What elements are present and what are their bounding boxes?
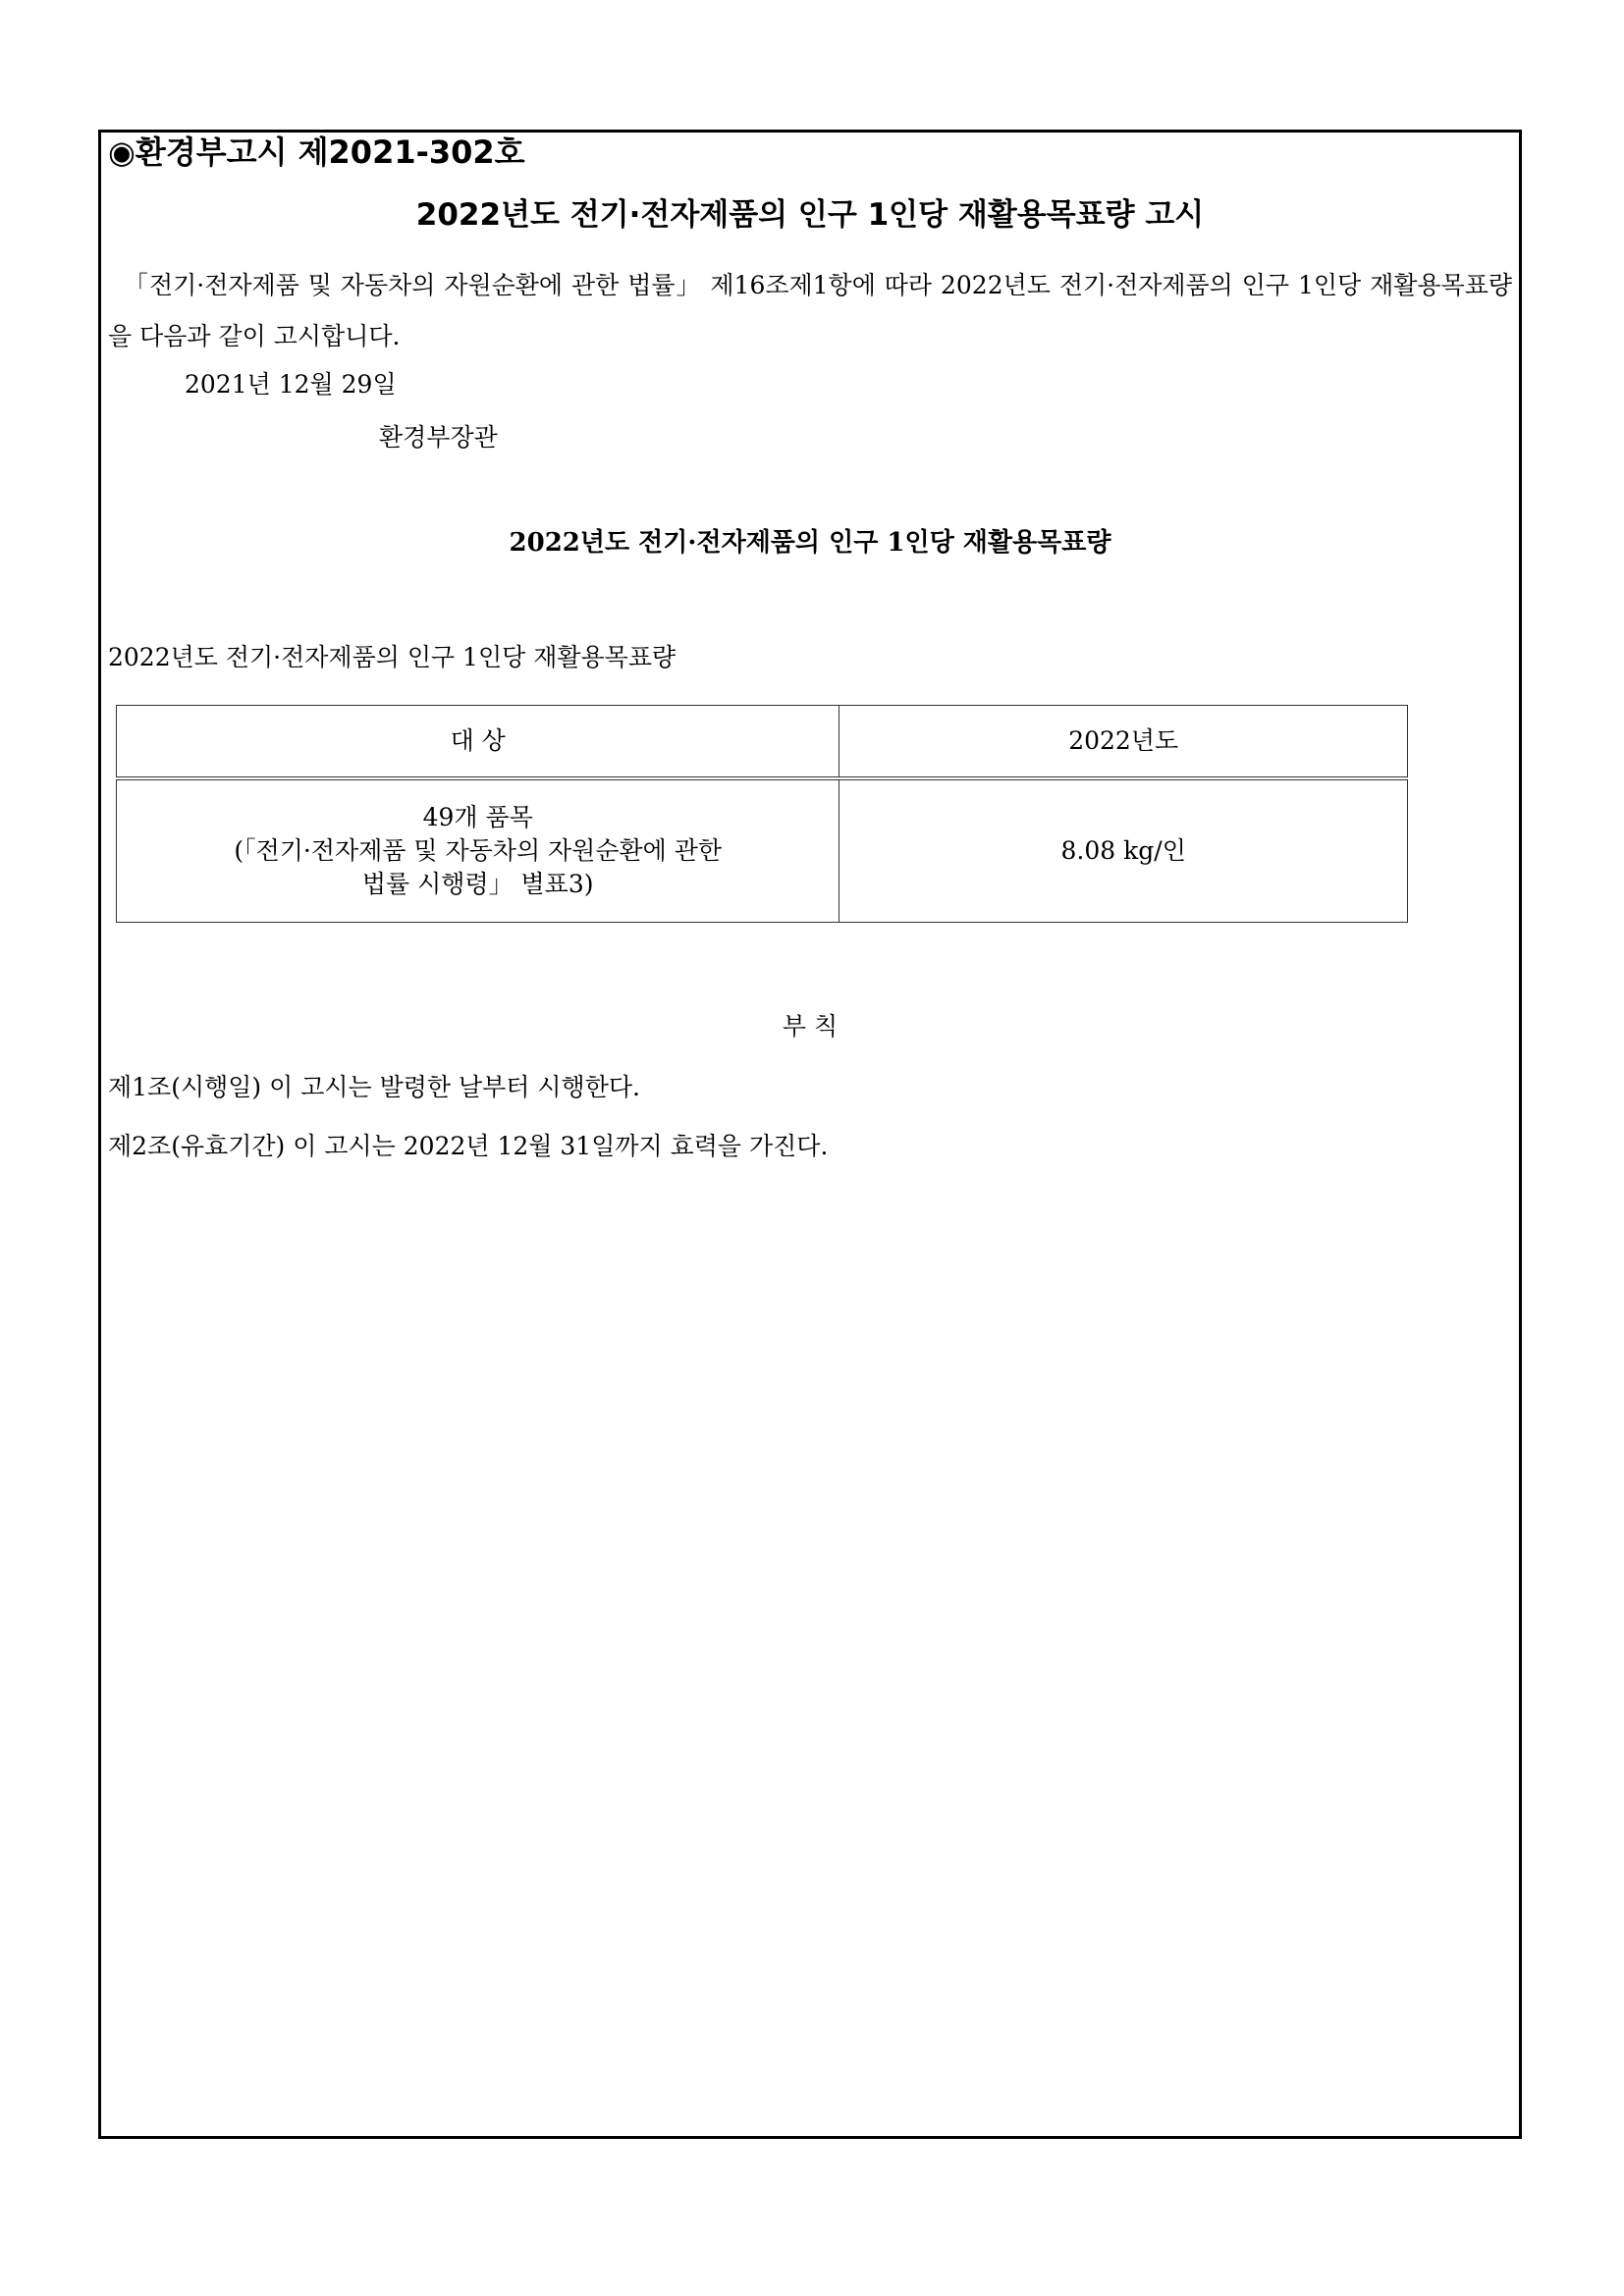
table-header-year: 2022년도	[839, 706, 1408, 779]
table-header-row	[117, 706, 1408, 779]
notice-issuer: 환경부장관	[379, 423, 498, 452]
table-caption: 2022년도 전기·전자제품의 인구 1인당 재활용목표량	[108, 643, 677, 671]
table-cell-target	[117, 778, 839, 923]
appendix-title: 부 칙	[782, 1012, 839, 1041]
appendix-article-2: 제2조(유효기간) 이 고시는 2022년 12월 31일까지 효력을 가진다.	[108, 1132, 829, 1160]
notice-body-text: 「전기·전자제품 및 자동차의 자원순환에 관한 법률」 제16조제1항에 따라 2022년도 전기·전자제품의 인구 1인당 재활용목표량을 다음과 같이 고시합니다.	[108, 271, 1512, 350]
notice-number: ◉환경부고시 제2021-302호	[108, 133, 525, 171]
target-line: 법률 시행령」 별표3)	[361, 870, 594, 898]
target-table	[116, 705, 1408, 923]
target-line: 49개 품목	[422, 803, 533, 831]
notice-date: 2021년 12월 29일	[185, 370, 397, 399]
appendix-article-1: 제1조(시행일) 이 고시는 발령한 날부터 시행한다.	[108, 1073, 640, 1101]
target-line: (「전기·전자제품 및 자동차의 자원순환에 관한	[234, 836, 723, 865]
notice-title: 2022년도 전기·전자제품의 인구 1인당 재활용목표량 고시	[415, 197, 1205, 233]
table-header-target: 대 상	[117, 706, 839, 779]
table-row	[117, 778, 1408, 923]
table-cell-value: 8.08 kg/인	[839, 778, 1408, 923]
section-title: 2022년도 전기·전자제품의 인구 1인당 재활용목표량	[509, 528, 1111, 558]
